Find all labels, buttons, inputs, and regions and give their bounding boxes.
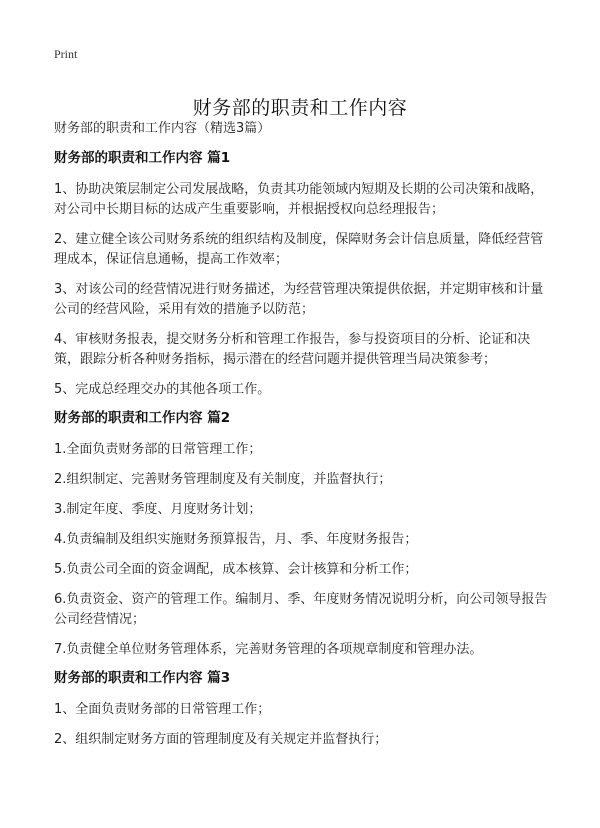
document-body bbox=[54, 121, 554, 760]
document-subtitle: 财务部的职责和工作内容（精选3篇） bbox=[54, 121, 271, 136]
list-item: 3.制定年度、季度、月度财务计划； bbox=[54, 502, 262, 517]
list-item: 2、建立健全该公司财务系统的组织结构及制度，保障财务会计信息质量，降低经营管理成本，保证信息通畅，提高工作效率； bbox=[54, 232, 544, 267]
list-item: 7.负责健全单位财务管理体系，完善财务管理的各项规章制度和管理办法。 bbox=[54, 642, 483, 657]
list-item: 1.全面负责财务部的日常管理工作； bbox=[54, 442, 262, 457]
list-item: 2.组织制定、完善财务管理制度及有关制度，并监督执行； bbox=[54, 472, 392, 487]
list-item: 1、协助决策层制定公司发展战略，负责其功能领域内短期及长期的公司决策和战略，对公司中长期目标的达成产生重要影响，并根据授权向总经理报告； bbox=[54, 182, 544, 217]
section-1 bbox=[54, 150, 554, 400]
section-heading: 财务部的职责和工作内容 篇1 bbox=[54, 150, 231, 166]
list-item: 5、完成总经理交办的其他各项工作。 bbox=[54, 382, 271, 397]
list-item: 3、对该公司的经营情况进行财务描述，为经营管理决策提供依据，并定期审核和计量公司的经营风险，采用有效的措施予以防范； bbox=[54, 282, 544, 317]
page-title: 财务部的职责和工作内容 bbox=[192, 96, 408, 119]
print-label: Print bbox=[54, 47, 78, 61]
section-2 bbox=[54, 410, 554, 660]
list-item: 4、审核财务报表，提交财务分析和管理工作报告，参与投资项目的分析、论证和决策，跟踪分析各种财务指标，揭示潜在的经营问题并提供管理当局决策参考； bbox=[54, 332, 531, 367]
list-item: 1、全面负责财务部的日常管理工作； bbox=[54, 702, 271, 717]
list-item: 5.负责公司全面的资金调配，成本核算、会计核算和分析工作； bbox=[54, 562, 418, 577]
section-heading: 财务部的职责和工作内容 篇3 bbox=[54, 670, 231, 686]
list-item: 2、组织制定财务方面的管理制度及有关规定并监督执行； bbox=[54, 732, 388, 747]
section-3 bbox=[54, 670, 554, 750]
section-heading: 财务部的职责和工作内容 篇2 bbox=[54, 410, 231, 426]
list-item: 6.负责资金、资产的管理工作。编制月、季、年度财务情况说明分析，向公司领导报告公司经营情况； bbox=[54, 592, 548, 627]
list-item: 4.负责编制及组织实施财务预算报告，月、季、年度财务报告； bbox=[54, 532, 418, 547]
